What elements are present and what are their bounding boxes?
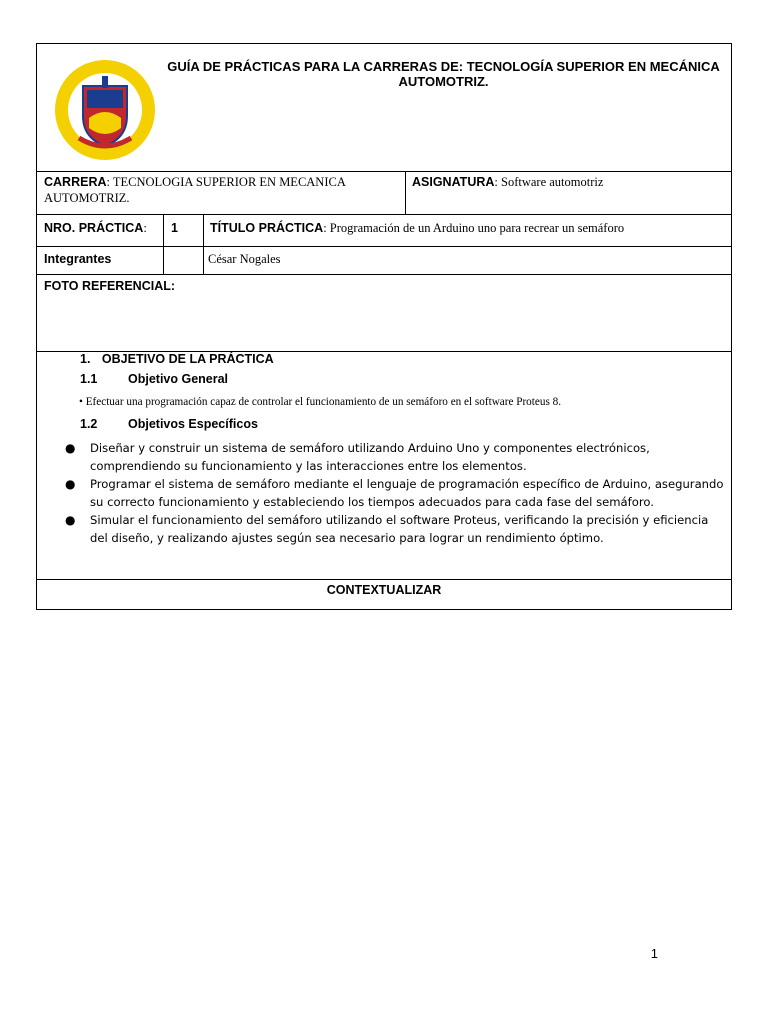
nro-practica-label: NRO. PRÁCTICA: [44, 221, 144, 235]
asignatura-value: : Software automotriz: [494, 175, 604, 189]
objetivo-general-description: • Efectuar una programación capaz de controlar el funcionamiento de un semáforo en el software Proteus 8.: [79, 396, 561, 408]
objetivo-general-text: Objetivo General: [128, 372, 229, 386]
contextualizar-row: [37, 580, 731, 609]
asignatura-cell: [405, 172, 731, 214]
asignatura-label: ASIGNATURA: [412, 175, 495, 189]
section-1-title: [80, 352, 274, 366]
integrantes-row: [37, 247, 731, 275]
list-item: ● Programar el sistema de semáforo mediante el lenguaje de programación específico de Arduino, asegurando su correcto funcionamiento y estableciendo los tiempos adecuados para cada fase del semáforo.: [65, 477, 724, 509]
nro-practica-colon: :: [143, 221, 147, 235]
carrera-value: : TECNOLOGIA SUPERIOR EN MECANICA AUTOMOTRIZ.: [44, 175, 346, 205]
title-line-2: AUTOMOTRIZ.: [398, 74, 489, 89]
header-row: [37, 44, 731, 172]
document-title: [162, 59, 725, 89]
title-line-1: GUÍA DE PRÁCTICAS PARA LA CARRERAS DE: TECNOLOGÍA SUPERIOR EN MECÁNICA: [167, 59, 720, 74]
carrera-cell: [37, 172, 405, 214]
objetivo-general-number: 1.1: [80, 372, 98, 386]
carrera-label: CARRERA: [44, 175, 107, 189]
foto-referencial-label: FOTO REFERENCIAL:: [44, 279, 176, 293]
contextualizar-title: CONTEXTUALIZAR: [326, 583, 442, 597]
integrantes-empty-cell: [163, 247, 203, 274]
nro-practica-cell: [37, 215, 163, 246]
titulo-practica-value: : Programación de un Arduino uno para recrear un semáforo: [323, 221, 625, 235]
institute-logo: [53, 58, 157, 162]
practice-guide-table: [36, 43, 732, 610]
foto-referencial-row: [37, 275, 731, 352]
objetivos-especificos-text: Objetivos Específicos: [128, 417, 258, 431]
list-item: ● Simular el funcionamiento del semáforo utilizando el software Proteus, verificando la precisión y eficiencia del diseño, y realizando ajustes según sea necesario para lograr un rendimiento óptimo.: [65, 513, 709, 545]
bullet-icon: ●: [65, 477, 76, 491]
section-1-text: OBJETIVO DE LA PRÁCTICA: [101, 352, 274, 366]
integrantes-label: Integrantes: [44, 252, 112, 266]
nro-practica-value-cell: [163, 215, 203, 246]
objetivo-general-title: [80, 372, 229, 386]
titulo-practica-label: TÍTULO PRÁCTICA: [210, 221, 324, 235]
objetivos-especificos-list: [63, 440, 727, 548]
bullet-icon: ●: [65, 513, 76, 527]
nro-practica-value: 1: [171, 221, 178, 235]
objetivos-especificos-number: 1.2: [80, 417, 98, 431]
integrantes-value: César Nogales: [208, 252, 281, 266]
bullet-icon: ●: [65, 441, 76, 455]
list-item: ● Diseñar y construir un sistema de semáforo utilizando Arduino Uno y componentes electrónicos, comprendiendo su funcionamiento y las interacciones entre los elementos.: [65, 441, 650, 473]
page-number: 1: [650, 946, 658, 961]
integrantes-cell: [37, 247, 163, 274]
carrera-row: [37, 172, 731, 215]
objetivos-row: [37, 352, 731, 580]
objetivos-especificos-title: [80, 417, 258, 431]
practica-row: [37, 215, 731, 247]
section-1-number: 1.: [80, 352, 91, 366]
integrantes-value-cell: [203, 247, 731, 274]
titulo-practica-cell: [203, 215, 731, 246]
